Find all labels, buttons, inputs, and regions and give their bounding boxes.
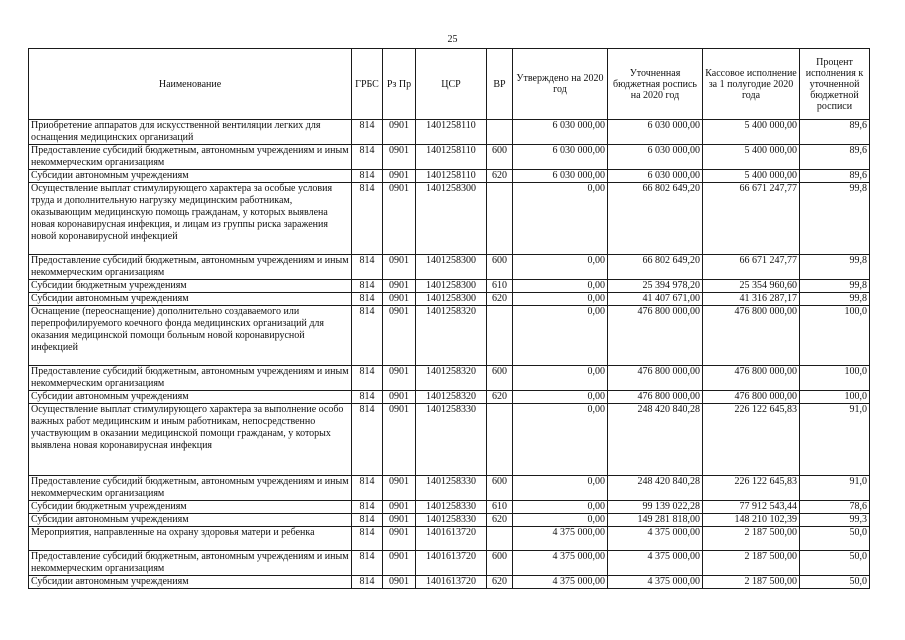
cell-vr [487,120,513,145]
cell-percent: 100,0 [800,391,870,404]
cell-rzpr: 0901 [383,120,416,145]
cell-vr: 610 [487,501,513,514]
cell-name: Субсидии автономным учреждениям [29,576,352,589]
cell-grbs: 814 [352,293,383,306]
cell-csr: 1401613720 [416,576,487,589]
cell-csr: 1401258300 [416,280,487,293]
table-row [29,145,870,170]
cell-name: Предоставление субсидий бюджетным, автономным учреждениям и иным некоммерческим организациям [29,366,352,391]
cell-rzpr: 0901 [383,183,416,255]
cell-csr: 1401613720 [416,527,487,551]
table-row [29,255,870,280]
cell-vr: 620 [487,293,513,306]
cell-approved: 6 030 000,00 [513,120,608,145]
cell-rzpr: 0901 [383,527,416,551]
cell-cash: 2 187 500,00 [703,576,800,589]
cell-approved: 4 375 000,00 [513,551,608,576]
cell-approved: 0,00 [513,306,608,366]
cell-csr: 1401258330 [416,476,487,501]
table-row [29,576,870,589]
cell-grbs: 814 [352,280,383,293]
header-approved: Утверждено на 2020 год [513,49,608,120]
cell-approved: 0,00 [513,514,608,527]
cell-cash: 66 671 247,77 [703,255,800,280]
cell-approved: 0,00 [513,404,608,476]
header-refined: Уточненная бюджетная роспись на 2020 год [608,49,703,120]
cell-cash: 148 210 102,39 [703,514,800,527]
cell-refined: 4 375 000,00 [608,551,703,576]
cell-name: Субсидии бюджетным учреждениям [29,501,352,514]
cell-vr [487,183,513,255]
cell-rzpr: 0901 [383,391,416,404]
cell-csr: 1401258330 [416,404,487,476]
cell-refined: 149 281 818,00 [608,514,703,527]
cell-refined: 6 030 000,00 [608,120,703,145]
cell-cash: 2 187 500,00 [703,527,800,551]
cell-name: Мероприятия, направленные на охрану здоровья матери и ребенка [29,527,352,551]
table-row [29,306,870,366]
cell-refined: 4 375 000,00 [608,527,703,551]
cell-percent: 78,6 [800,501,870,514]
cell-percent: 99,8 [800,183,870,255]
table-row [29,183,870,255]
cell-rzpr: 0901 [383,293,416,306]
cell-percent: 99,8 [800,293,870,306]
cell-vr: 620 [487,576,513,589]
cell-vr [487,404,513,476]
cell-rzpr: 0901 [383,280,416,293]
cell-rzpr: 0901 [383,145,416,170]
cell-refined: 476 800 000,00 [608,366,703,391]
cell-name: Предоставление субсидий бюджетным, автономным учреждениям и иным некоммерческим организациям [29,551,352,576]
header-grbs: ГРБС [352,49,383,120]
cell-refined: 6 030 000,00 [608,170,703,183]
cell-percent: 99,8 [800,255,870,280]
cell-rzpr: 0901 [383,551,416,576]
cell-percent: 91,0 [800,476,870,501]
cell-grbs: 814 [352,391,383,404]
cell-name: Субсидии автономным учреждениям [29,514,352,527]
cell-grbs: 814 [352,501,383,514]
table-row [29,280,870,293]
cell-cash: 226 122 645,83 [703,404,800,476]
cell-cash: 5 400 000,00 [703,170,800,183]
cell-grbs: 814 [352,576,383,589]
cell-vr: 600 [487,145,513,170]
cell-approved: 6 030 000,00 [513,145,608,170]
cell-approved: 0,00 [513,476,608,501]
cell-grbs: 814 [352,404,383,476]
cell-csr: 1401258110 [416,120,487,145]
header-vr: ВР [487,49,513,120]
cell-refined: 476 800 000,00 [608,391,703,404]
cell-csr: 1401613720 [416,551,487,576]
cell-grbs: 814 [352,170,383,183]
cell-approved: 4 375 000,00 [513,576,608,589]
cell-csr: 1401258300 [416,293,487,306]
table-row [29,170,870,183]
cell-vr: 600 [487,551,513,576]
cell-cash: 2 187 500,00 [703,551,800,576]
cell-cash: 5 400 000,00 [703,120,800,145]
cell-name: Оснащение (переоснащение) дополнительно создаваемого или перепрофилируемого коечного фонда медицинских организаций для оказания медицинской помощи больным новой коронавирусной инфекцией [29,306,352,366]
cell-approved: 0,00 [513,391,608,404]
cell-approved: 0,00 [513,293,608,306]
header-percent: Процент исполнения к уточненной бюджетной росписи [800,49,870,120]
cell-vr: 610 [487,280,513,293]
cell-refined: 25 394 978,20 [608,280,703,293]
cell-cash: 77 912 543,44 [703,501,800,514]
cell-grbs: 814 [352,476,383,501]
header-cash: Кассовое исполнение за 1 полугодие 2020 года [703,49,800,120]
cell-refined: 66 802 649,20 [608,255,703,280]
cell-vr: 600 [487,255,513,280]
cell-grbs: 814 [352,183,383,255]
cell-rzpr: 0901 [383,476,416,501]
cell-grbs: 814 [352,145,383,170]
table-row [29,476,870,501]
header-row [29,49,870,120]
cell-refined: 248 420 840,28 [608,476,703,501]
cell-rzpr: 0901 [383,255,416,280]
cell-percent: 99,3 [800,514,870,527]
table-row [29,404,870,476]
cell-csr: 1401258320 [416,366,487,391]
cell-name: Осуществление выплат стимулирующего характера за особые условия труда и дополнительную нагрузку медицинским работникам, оказывающим медицинскую помощь гражданам, у которых выявлена новая коронавирусная инфекция, и лицам из группы риска заражения новой коронавирусной инфекцией [29,183,352,255]
table-row [29,551,870,576]
cell-grbs: 814 [352,527,383,551]
cell-cash: 476 800 000,00 [703,306,800,366]
table-row [29,514,870,527]
cell-refined: 99 139 022,28 [608,501,703,514]
cell-grbs: 814 [352,551,383,576]
cell-grbs: 814 [352,514,383,527]
cell-csr: 1401258110 [416,145,487,170]
cell-csr: 1401258110 [416,170,487,183]
cell-name: Субсидии автономным учреждениям [29,391,352,404]
cell-approved: 4 375 000,00 [513,527,608,551]
cell-refined: 66 802 649,20 [608,183,703,255]
cell-approved: 0,00 [513,501,608,514]
cell-csr: 1401258320 [416,306,487,366]
cell-cash: 5 400 000,00 [703,145,800,170]
cell-percent: 89,6 [800,120,870,145]
table-row [29,501,870,514]
cell-vr [487,527,513,551]
cell-refined: 4 375 000,00 [608,576,703,589]
cell-refined: 41 407 671,00 [608,293,703,306]
cell-rzpr: 0901 [383,514,416,527]
cell-refined: 248 420 840,28 [608,404,703,476]
cell-vr: 620 [487,170,513,183]
cell-rzpr: 0901 [383,170,416,183]
cell-percent: 89,6 [800,170,870,183]
table-row [29,120,870,145]
cell-percent: 100,0 [800,366,870,391]
cell-rzpr: 0901 [383,404,416,476]
header-rzpr: Рз Пр [383,49,416,120]
cell-cash: 25 354 960,60 [703,280,800,293]
cell-name: Субсидии автономным учреждениям [29,170,352,183]
cell-cash: 476 800 000,00 [703,366,800,391]
cell-vr: 600 [487,366,513,391]
cell-csr: 1401258330 [416,501,487,514]
cell-name: Субсидии бюджетным учреждениям [29,280,352,293]
cell-approved: 0,00 [513,280,608,293]
cell-cash: 226 122 645,83 [703,476,800,501]
cell-vr: 620 [487,514,513,527]
cell-vr: 620 [487,391,513,404]
cell-percent: 89,6 [800,145,870,170]
cell-csr: 1401258330 [416,514,487,527]
cell-name: Предоставление субсидий бюджетным, автономным учреждениям и иным некоммерческим организациям [29,476,352,501]
cell-name: Субсидии автономным учреждениям [29,293,352,306]
cell-csr: 1401258320 [416,391,487,404]
cell-rzpr: 0901 [383,366,416,391]
cell-rzpr: 0901 [383,576,416,589]
cell-cash: 41 316 287,17 [703,293,800,306]
cell-name: Приобретение аппаратов для искусственной вентиляции легких для оснащения медицинских организаций [29,120,352,145]
cell-percent: 91,0 [800,404,870,476]
cell-refined: 6 030 000,00 [608,145,703,170]
cell-refined: 476 800 000,00 [608,306,703,366]
cell-name: Предоставление субсидий бюджетным, автономным учреждениям и иным некоммерческим организациям [29,145,352,170]
cell-grbs: 814 [352,255,383,280]
cell-name: Осуществление выплат стимулирующего характера за выполнение особо важных работ медицинским и иным работникам, непосредственно участвующим в оказании медицинской помощи гражданам, у которых выявлена новая коронавирусная инфекция [29,404,352,476]
table-row [29,366,870,391]
cell-percent: 50,0 [800,551,870,576]
table-row [29,391,870,404]
cell-grbs: 814 [352,366,383,391]
budget-table [28,48,870,589]
cell-rzpr: 0901 [383,501,416,514]
table-row [29,527,870,551]
cell-percent: 100,0 [800,306,870,366]
cell-approved: 6 030 000,00 [513,170,608,183]
header-name: Наименование [29,49,352,120]
cell-approved: 0,00 [513,255,608,280]
cell-csr: 1401258300 [416,255,487,280]
cell-approved: 0,00 [513,366,608,391]
cell-percent: 99,8 [800,280,870,293]
cell-approved: 0,00 [513,183,608,255]
cell-grbs: 814 [352,120,383,145]
cell-cash: 476 800 000,00 [703,391,800,404]
header-csr: ЦСР [416,49,487,120]
cell-vr: 600 [487,476,513,501]
page-number: 25 [447,34,458,45]
cell-rzpr: 0901 [383,306,416,366]
cell-name: Предоставление субсидий бюджетным, автономным учреждениям и иным некоммерческим организациям [29,255,352,280]
cell-cash: 66 671 247,77 [703,183,800,255]
cell-vr [487,306,513,366]
table-row [29,293,870,306]
cell-csr: 1401258300 [416,183,487,255]
cell-grbs: 814 [352,306,383,366]
cell-percent: 50,0 [800,576,870,589]
cell-percent: 50,0 [800,527,870,551]
